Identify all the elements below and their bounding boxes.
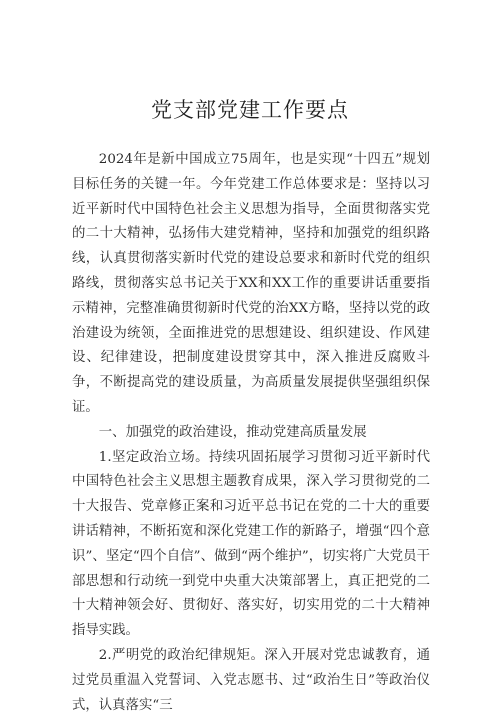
list-item-1: 1.坚定政治立场。持续巩固拓展学习贯彻习近平新时代中国特色社会主义思想主题教育成果，深入学习贯彻党的二十大报告、党章修正案和习近平总书记在党的二十大的重要讲话精神，不断拓宽和深化党建工作的新路子，增强“四个意识”、坚定“四个自信”、做到“两个维护”，切实将广大党员干部思想和行动统一到党中央重大决策部署上，真正把党的二十大精神领会好、贯彻好、落实好，切实用党的二十大精神指导实践。	[72, 449, 430, 639]
document-body	[72, 148, 430, 713]
document-title: 党支部党建工作要点	[151, 98, 349, 122]
list-item-2: 2.严明党的政治纪律规矩。深入开展对党忠诚教育，通过党员重温入党誓词、入党志愿书、过“政治生日”等政治仪式，认真落实“三	[72, 647, 430, 713]
section-heading: 一、加强党的政治建设，推动党建高质量发展	[98, 424, 367, 440]
intro-paragraph: 2024年是新中国成立75周年，也是实现“十四五”规划目标任务的关键一年。今年党建工作总体要求是：坚持以习近平新时代中国特色社会主义思想为指导，全面贯彻落实党的二十大精神，弘扬伟大建党精神，坚持和加强党的组织路线，认真贯彻落实新时代党的建设总要求和新时代党的组织路线，贯彻落实总书记关于XX和XX工作的重要讲话重要指示精神，完整准确贯彻新时代党的治XX方略，坚持以党的政治建设为统领，全面推进党的思想建设、组织建设、作风建设、纪律建设，把制度建设贯穿其中，深入推进反腐败斗争，不断提高党的建设质量，为高质量发展提供坚强组织保证。	[72, 152, 430, 415]
